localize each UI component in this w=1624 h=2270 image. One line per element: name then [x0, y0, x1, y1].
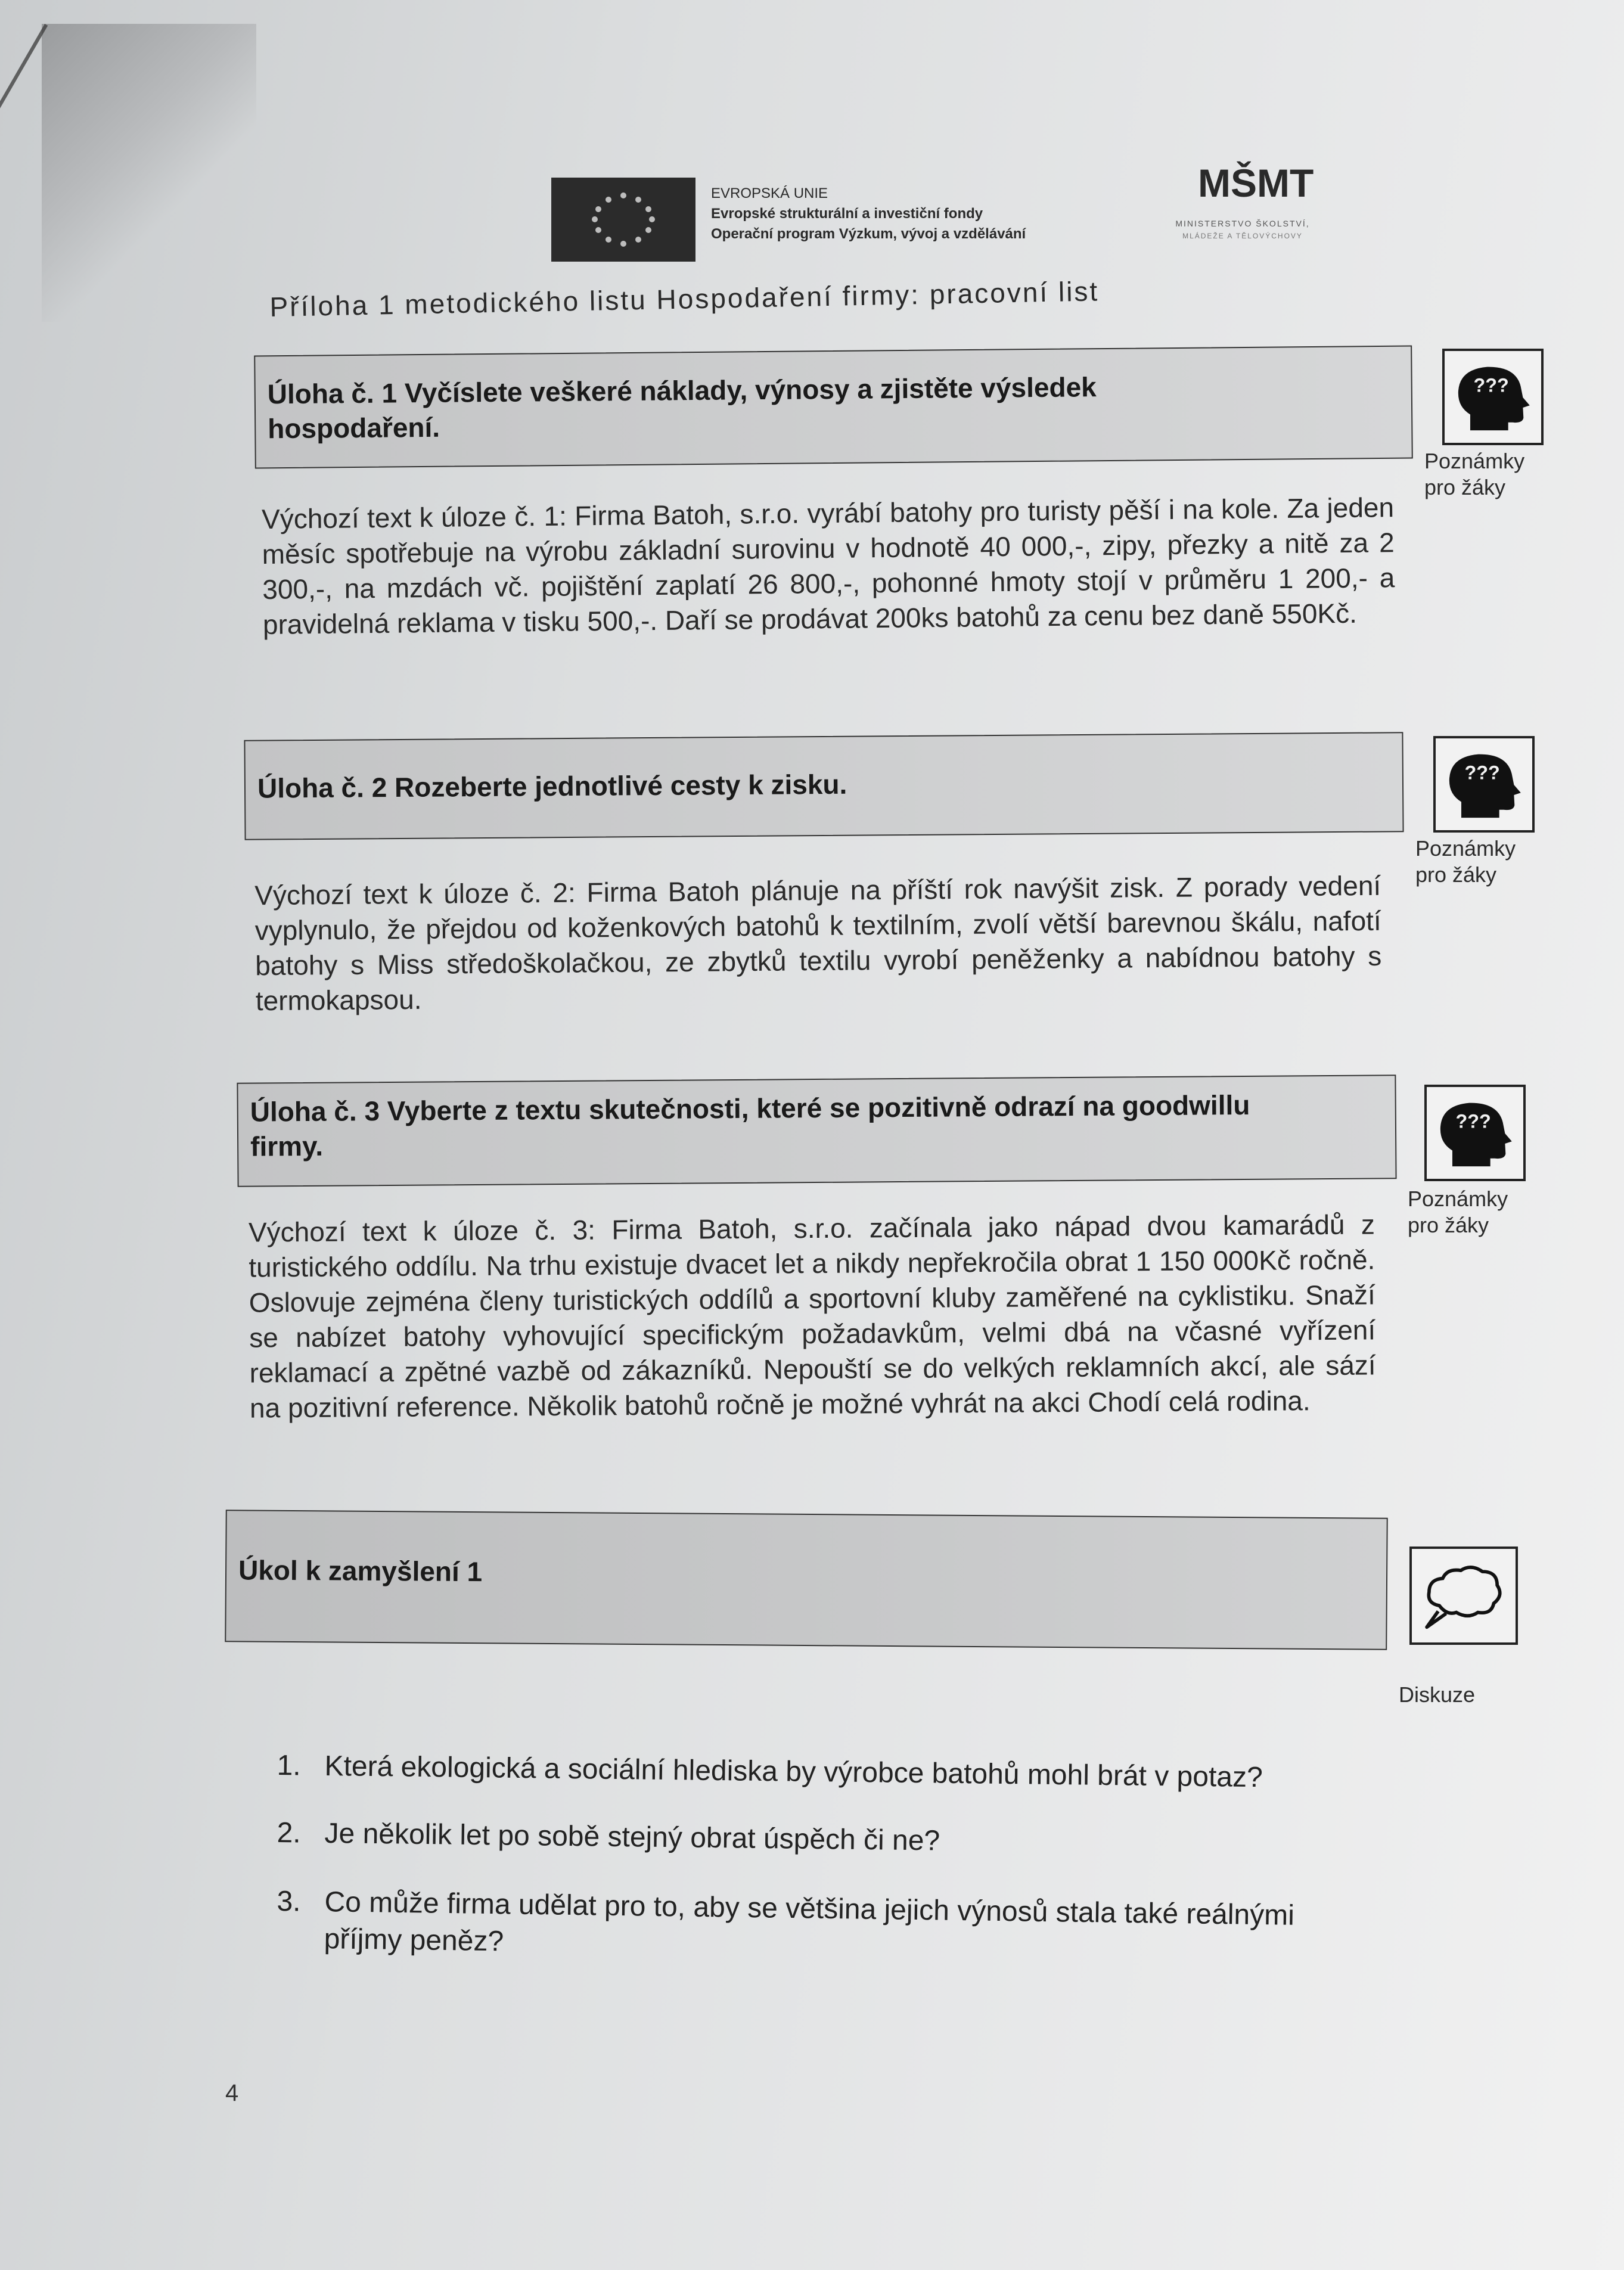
head-question-marks-icon [1433, 736, 1535, 833]
task-3-text: Výchozí text k úloze č. 3: Firma Batoh, s.r.o. začínala jako nápad dvou kamarádů z turistického oddílu. Na trhu existuje dvacet let a nikdy nepřekročila obrat 1 150 000Kč ročně. Oslovuje zejména členy turistických oddílů a sportovní kluby zaměřené na cyklistiku. Snaží se nabízet batohy vyhovující specifickým požadavkům, velmi dbá na včasné vyřízení reklamací a zpětné vazbě od zákazníků. Nepouští se do velkých reklamních akcí, ale sází na pozitivní reference. Několik batohů ročně je možné vyhrát na akci Chodí celá rodina. [248, 1209, 1376, 1424]
question-3 [276, 1883, 1368, 1973]
svg-text:???: ??? [1473, 374, 1509, 396]
ministry-line-2: MLÁDEŽE A TĚLOVÝCHOVY [1182, 232, 1303, 240]
eu-program-text [711, 184, 1026, 244]
task-2-icon-label-line-2: pro žáky [1415, 862, 1497, 887]
page-number: 4 [225, 2080, 239, 2106]
reflection-icon-label: Diskuze [1399, 1682, 1476, 1707]
question-1-text: Která ekologická a sociální hlediska by výrobce batohů mohl brát v potaz? [324, 1750, 1263, 1794]
reflection-heading-box [225, 1510, 1388, 1650]
paper-fold-shadow [42, 24, 256, 322]
question-3-number: 3. [277, 1885, 301, 1918]
svg-text:???: ??? [1464, 762, 1500, 784]
eu-line-3: Operační program Výzkum, vývoj a vzdělávání [711, 226, 1026, 242]
paper-fold-line [0, 24, 48, 325]
question-1-number: 1. [277, 1749, 301, 1782]
thought-bubble-icon [1409, 1547, 1518, 1645]
question-3-text: Co může firma udělat pro to, aby se většina jejich výnosů stala také reálnými příjmy peněz? [324, 1886, 1295, 1958]
task-1-icon-label-line-2: pro žáky [1424, 475, 1506, 499]
eu-line-1: EVROPSKÁ UNIE [711, 185, 828, 201]
task-2-heading-line-1: Úloha č. 2 Rozeberte jednotlivé cesty k zisku. [257, 768, 847, 804]
task-3-heading-line-1: Úloha č. 3 Vyberte z textu skutečnosti, které se pozitivně odrazí na goodwillu [250, 1089, 1250, 1128]
task-2-heading-box [244, 732, 1403, 840]
task-1-icon-label [1424, 448, 1524, 501]
task-2-text: Výchozí text k úloze č. 2: Firma Batoh plánuje na příští rok navýšit zisk. Z porady vedení vyplynulo, že přejdou od koženkových batohů k textilním, zvolí větší barevnou škálu, nafotí batohy s Miss středoškolačkou, ze zbytků textilu vyrobí peněženky a nabídnou batohy s termokapsou. [254, 870, 1382, 1017]
msmt-logo-text: MŠMT [1198, 161, 1314, 205]
question-2-text: Je několik let po sobě stejný obrat úspěch či ne? [324, 1817, 940, 1857]
head-question-marks-icon [1442, 349, 1544, 445]
question-1 [277, 1747, 1380, 1798]
question-2 [277, 1815, 1380, 1865]
ministry-line-1: MINISTERSTVO ŠKOLSTVÍ, [1175, 219, 1310, 228]
task-3-icon-label-line-1: Poznámky [1408, 1187, 1508, 1211]
document-title: Příloha 1 metodického listu Hospodaření firmy: pracovní list [269, 275, 1100, 322]
question-2-number: 2. [277, 1816, 301, 1849]
task-1-heading-line-2: hospodaření. [268, 411, 440, 445]
eu-flag-icon [551, 178, 695, 262]
msmt-logo [1141, 160, 1344, 249]
eu-line-2: Evropské strukturální a investiční fondy [711, 206, 983, 222]
task-1-text: Výchozí text k úloze č. 1: Firma Batoh, s.r.o. vyrábí batohy pro turisty pěší i na kole. Za jeden měsíc spotřebuje na výrobu základní surovinu v hodnotě 40 000,-, zipy, přezky a nitě za 2 300,-, na mzdách vč. pojištění zaplatí 26 800,-, pohonné hmoty stojí v průměru 1 200,- a pravidelná reklama v tisku 500,-. Daří se prodávat 200ks batohů za cenu bez daně 550Kč. [261, 492, 1395, 640]
reflection-heading: Úkol k zamyšlení 1 [238, 1554, 483, 1588]
task-2-icon-label-line-1: Poznámky [1415, 836, 1516, 861]
task-3-icon-label-line-2: pro žáky [1408, 1213, 1489, 1237]
svg-text:???: ??? [1455, 1110, 1491, 1132]
task-3-icon-label [1408, 1186, 1508, 1238]
task-1-icon-label-line-1: Poznámky [1424, 449, 1525, 473]
head-question-marks-icon [1424, 1085, 1526, 1181]
task-1-heading-line-1: Úloha č. 1 Vyčíslete veškeré náklady, výnosy a zjistěte výsledek [267, 371, 1097, 410]
task-3-heading-box [237, 1075, 1396, 1187]
task-2-icon-label [1415, 836, 1516, 888]
task-1-heading-box [254, 346, 1413, 469]
task-3-heading-line-2: firmy. [250, 1130, 324, 1162]
